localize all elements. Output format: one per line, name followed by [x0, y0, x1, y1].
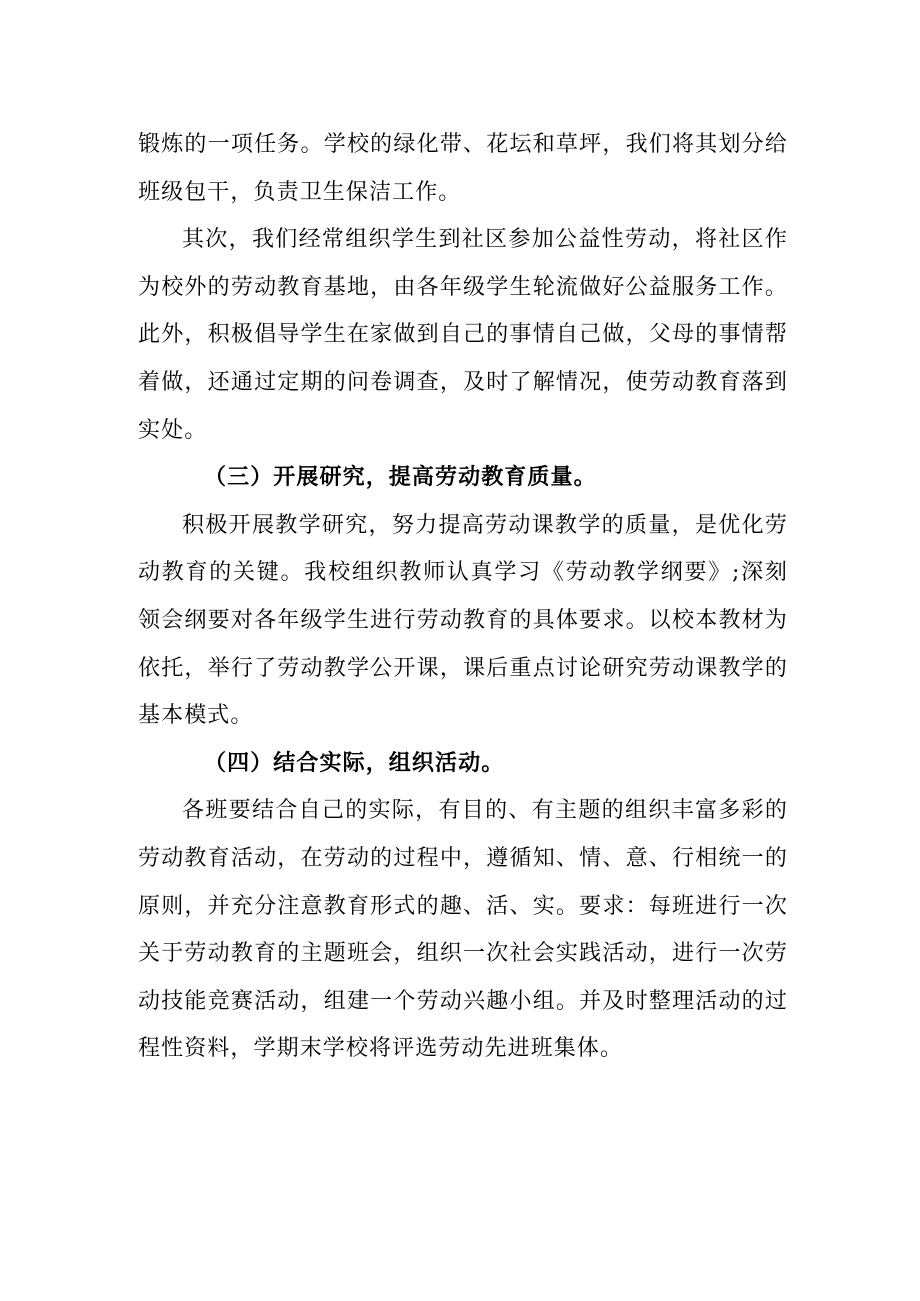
paragraph-continued: 锻炼的一项任务。学校的绿化带、花坛和草坪，我们将其划分给班级包干，负责卫生保洁工作。 — [138, 132, 788, 205]
document-body — [138, 121, 788, 1073]
paragraph-community-labor: 其次，我们经常组织学生到社区参加公益性劳动，将社区作为校外的劳动教育基地，由各年级学生轮流做好公益服务工作。此外，积极倡导学生在家做到自己的事情自己做，父母的事情帮着做，还通过定期的问卷调查，及时了解情况，使劳动教育落到实处。 — [138, 227, 788, 443]
paragraph-teaching-research: 积极开展教学研究，努力提高劳动课教学的质量，是优化劳动教育的关键。我校组织教师认真学习《劳动教学纲要》;深刻领会纲要对各年级学生进行劳动教育的具体要求。以校本教材为依托，举行了劳动教学公开课，课后重点讨论研究劳动课教学的基本模式。 — [138, 512, 788, 729]
paragraph-class-activities: 各班要结合自己的实际，有目的、有主题的组织丰富多彩的劳动教育活动，在劳动的过程中，遵循知、情、意、行相统一的原则，并充分注意教育形式的趣、活、实。要求：每班进行一次关于劳动教育的主题班会，组织一次社会实践活动，进行一次劳动技能竞赛活动，组建一个劳动兴趣小组。并及时整理活动的过程性资料，学期末学校将评选劳动先进班集体。 — [138, 798, 788, 1062]
section-heading-4: （四）结合实际，组织活动。 — [204, 749, 505, 776]
section-heading-3: （三）开展研究，提高劳动教育质量。 — [204, 464, 597, 491]
